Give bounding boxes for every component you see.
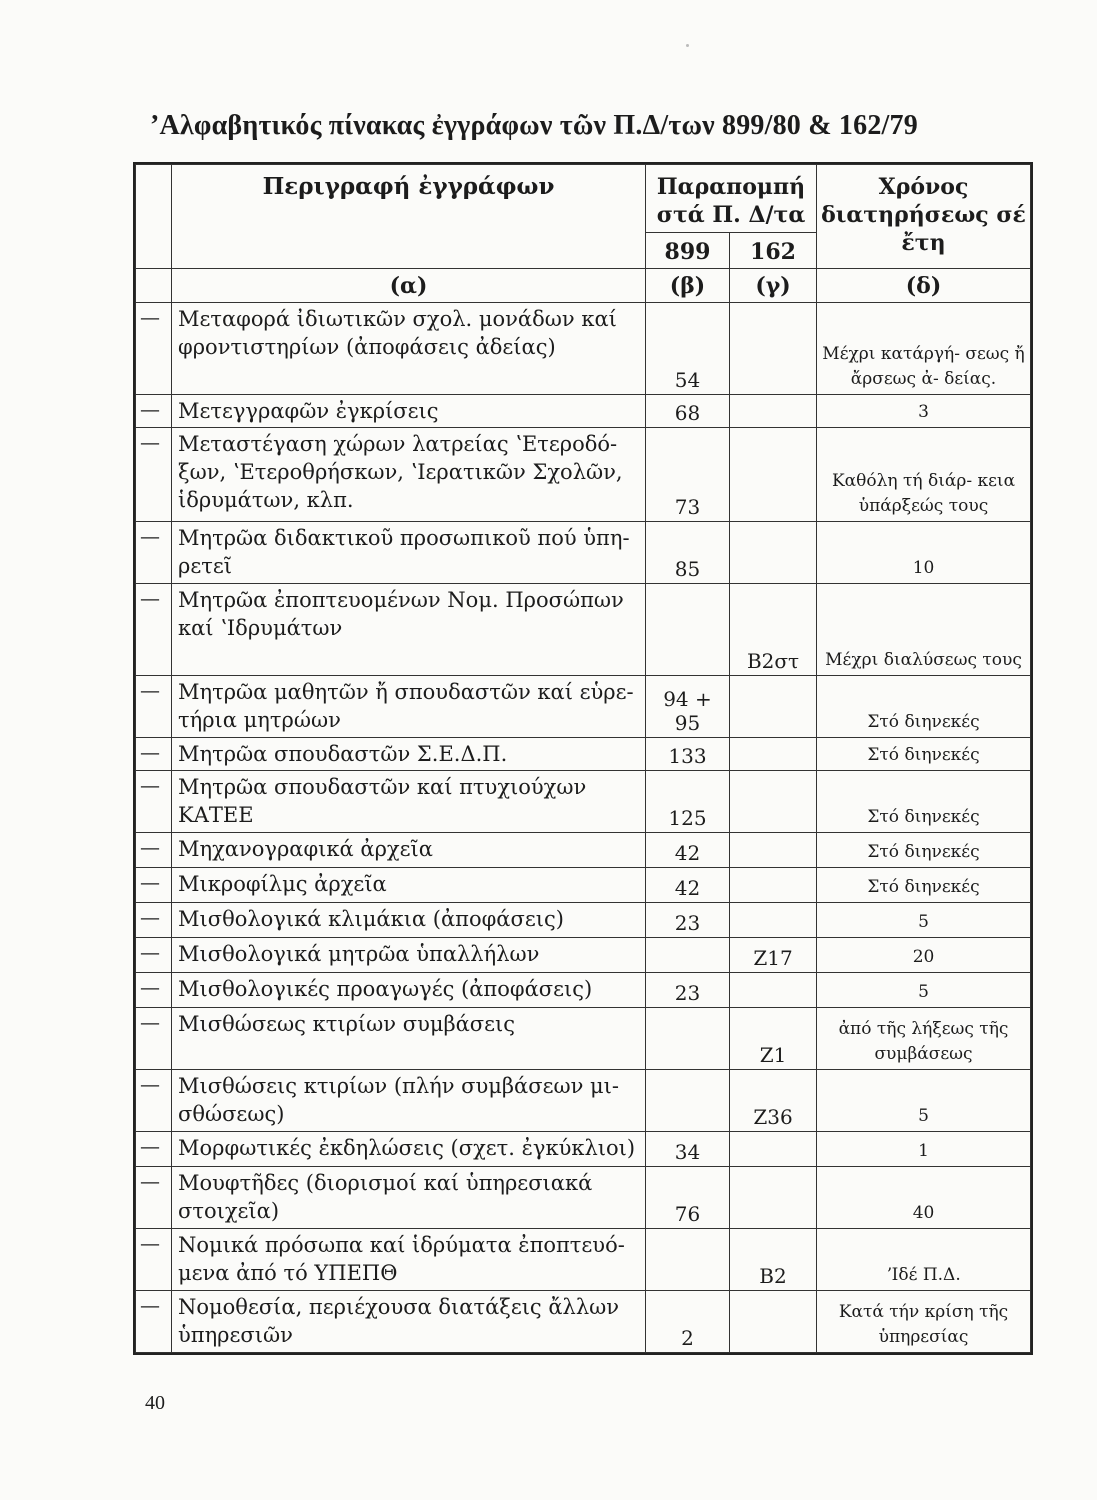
row-ref-162 [730,428,817,522]
row-ref-162 [730,973,817,1008]
row-retention-time: ἀπό τῆς λήξεως τῆς συμβάσεως [817,1008,1031,1070]
table-row [136,303,1031,395]
table-row [136,584,1031,676]
row-ref-899 [646,1008,730,1070]
row-ref-899: 68 [646,395,730,428]
label-d: (δ) [817,269,1031,303]
row-ref-162: Ζ17 [730,938,817,973]
row-ref-899: 76 [646,1167,730,1229]
row-description: Μετεγγραφῶν ἐγκρίσεις [172,395,646,428]
table-row [136,903,1031,938]
speck [686,44,689,47]
row-description: Μισθολογικές προαγωγές (ἀποφάσεις) [172,973,646,1008]
table-row [136,428,1031,522]
row-ref-162 [730,303,817,395]
row-dash: — [136,303,172,395]
table-row [136,938,1031,973]
header-description: Περιγραφή ἐγγράφων [172,165,646,269]
table-row [136,868,1031,903]
table-row [136,771,1031,833]
row-description: Μισθώσεις κτιρίων (πλήν συμβάσεων μι- σθώσεως) [172,1070,646,1132]
row-ref-162: Β2 [730,1229,817,1291]
row-retention-time: 1 [817,1132,1031,1167]
table-row [136,1008,1031,1070]
row-dash: — [136,1008,172,1070]
row-ref-162 [730,903,817,938]
row-retention-time: Στό διηνεκές [817,738,1031,771]
row-ref-899 [646,1070,730,1132]
table-row [136,1291,1031,1353]
row-retention-time: Στό διηνεκές [817,676,1031,738]
documents-table [133,162,1033,1355]
row-description: Νομοθεσία, περιέχουσα διατάξεις ἄλλων ὑπηρεσιῶν [172,1291,646,1353]
row-ref-899: 34 [646,1132,730,1167]
row-dash: — [136,522,172,584]
row-ref-162 [730,738,817,771]
row-description: Μητρῶα μαθητῶν ἤ σπουδαστῶν καί εὑρε- τήρια μητρώων [172,676,646,738]
row-dash: — [136,1132,172,1167]
row-description: Μορφωτικές ἐκδηλώσεις (σχετ. ἐγκύκλιοι) [172,1132,646,1167]
row-retention-time: Στό διηνεκές [817,771,1031,833]
row-dash: — [136,738,172,771]
row-retention-time: 3 [817,395,1031,428]
row-ref-899 [646,1229,730,1291]
row-ref-899: 94 + 95 [646,676,730,738]
row-description: Μισθολογικά μητρῶα ὑπαλλήλων [172,938,646,973]
row-dash: — [136,1291,172,1353]
row-ref-162 [730,771,817,833]
row-ref-162 [730,1291,817,1353]
row-retention-time: 20 [817,938,1031,973]
row-retention-time: ʼΙδέ Π.Δ. [817,1229,1031,1291]
table-row [136,973,1031,1008]
row-description: Μηχανογραφικά ἀρχεῖα [172,833,646,868]
row-dash: — [136,868,172,903]
table-row [136,676,1031,738]
row-dash: — [136,395,172,428]
row-ref-899 [646,584,730,676]
label-c: (γ) [730,269,817,303]
row-retention-time: 40 [817,1167,1031,1229]
row-retention-time: 5 [817,1070,1031,1132]
table-row [136,1167,1031,1229]
row-dash: — [136,833,172,868]
row-retention-time: Στό διηνεκές [817,868,1031,903]
label-b: (β) [646,269,730,303]
page-title: ’Αλφαβητικός πίνακας ἐγγράφων τῶν Π.Δ/των 899/80 & 162/79 [150,110,918,141]
row-dash: — [136,1070,172,1132]
row-ref-899: 42 [646,868,730,903]
row-dash: — [136,676,172,738]
row-ref-899: 133 [646,738,730,771]
table-row [136,395,1031,428]
row-ref-162 [730,833,817,868]
row-description: Μικροφίλμς ἀρχεῖα [172,868,646,903]
row-description: Μεταφορά ἰδιωτικῶν σχολ. μονάδων καί φροντιστηρίων (ἀποφάσεις ἀδείας) [172,303,646,395]
row-retention-time: Μέχρι διαλύσεως τους [817,584,1031,676]
row-retention-time: 10 [817,522,1031,584]
row-ref-162 [730,1132,817,1167]
row-ref-899: 2 [646,1291,730,1353]
table-row [136,1132,1031,1167]
row-retention-time: Μέχρι κατάργή- σεως ἤ ἄρσεως ἀ- δείας. [817,303,1031,395]
row-ref-162: Ζ36 [730,1070,817,1132]
row-description: Νομικά πρόσωπα καί ἱδρύματα ἐποπτευό- μενα ἀπό τό ΥΠΕΠΘ [172,1229,646,1291]
row-ref-899: 23 [646,973,730,1008]
row-description: Μουφτῆδες (διορισμοί καί ὑπηρεσιακά στοιχεῖα) [172,1167,646,1229]
row-dash: — [136,938,172,973]
row-dash: — [136,1167,172,1229]
row-description: Μητρῶα ἐποπτευομένων Νομ. Προσώπων καί ʽΙδρυμάτων [172,584,646,676]
table-row [136,1229,1031,1291]
label-a: (α) [172,269,646,303]
header-899: 899 [646,233,730,269]
row-ref-162 [730,1167,817,1229]
row-retention-time: Στό διηνεκές [817,833,1031,868]
row-ref-162 [730,395,817,428]
table-row [136,833,1031,868]
row-ref-899: 42 [646,833,730,868]
row-ref-162 [730,676,817,738]
table-body [136,303,1031,1353]
row-ref-899: 23 [646,903,730,938]
header-162: 162 [730,233,817,269]
row-dash: — [136,973,172,1008]
row-retention-time: Κατά τήν κρίση τῆς ὑπηρεσίας [817,1291,1031,1353]
row-dash: — [136,771,172,833]
row-retention-time: 5 [817,973,1031,1008]
table-row [136,1070,1031,1132]
row-dash: — [136,428,172,522]
row-dash: — [136,903,172,938]
row-ref-899: 73 [646,428,730,522]
row-dash: — [136,1229,172,1291]
row-description: Μεταστέγαση χώρων λατρείας ʽΕτεροδό- ξων, ʽΕτεροθρήσκων, ʽΙερατικῶν Σχολῶν, ἱδρυμάτων, κλπ. [172,428,646,522]
table-row [136,738,1031,771]
header-blank-2 [136,269,172,303]
row-ref-899: 54 [646,303,730,395]
row-ref-899 [646,938,730,973]
row-ref-162: Β2στ [730,584,817,676]
header-reference: Παραπομπή στά Π. Δ/τα [646,165,817,233]
row-ref-162 [730,522,817,584]
row-description: Μητρῶα σπουδαστῶν Σ.Ε.Δ.Π. [172,738,646,771]
row-retention-time: 5 [817,903,1031,938]
page-number: 40 [145,1392,165,1414]
row-dash: — [136,584,172,676]
row-ref-899: 125 [646,771,730,833]
header-blank [136,165,172,269]
row-ref-162: Ζ1 [730,1008,817,1070]
header-time: Χρόνος διατηρήσεως σέ ἔτη [817,165,1031,269]
row-ref-162 [730,868,817,903]
row-description: Μητρῶα σπουδαστῶν καί πτυχιούχων ΚΑΤΕΕ [172,771,646,833]
row-retention-time: Καθόλη τή διάρ- κεια ὑπάρξεώς τους [817,428,1031,522]
row-description: Μητρῶα διδακτικοῦ προσωπικοῦ πού ὑπη- ρετεῖ [172,522,646,584]
table-row [136,522,1031,584]
row-description: Μισθολογικά κλιμάκια (ἀποφάσεις) [172,903,646,938]
row-description: Μισθώσεως κτιρίων συμβάσεις [172,1008,646,1070]
row-ref-899: 85 [646,522,730,584]
